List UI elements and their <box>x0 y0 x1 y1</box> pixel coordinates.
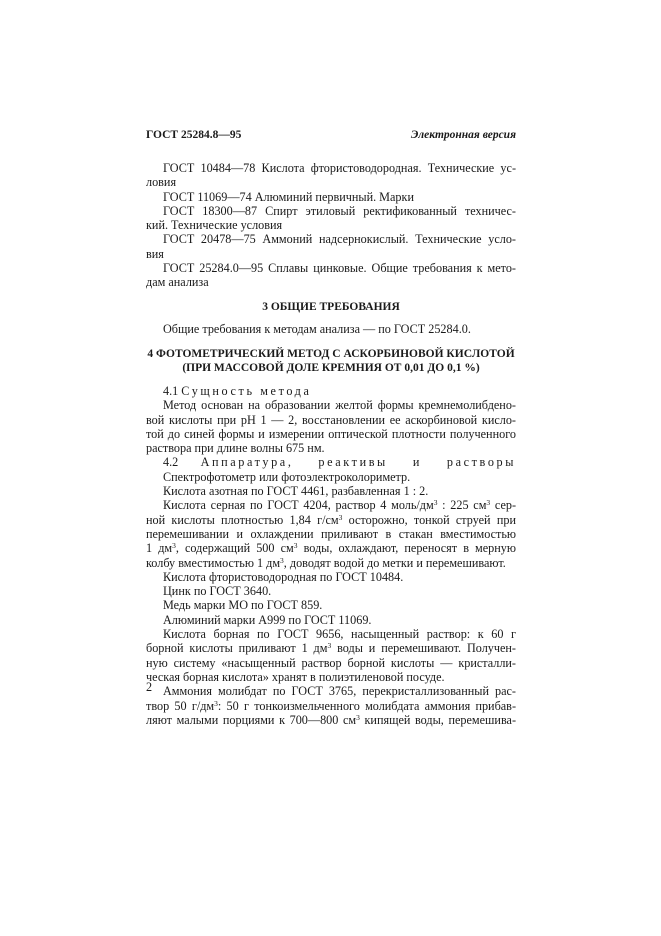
document-page <box>146 128 516 727</box>
paragraph-line: вой кислоты при pH 1 — 2, восстановлении ее аскорбиновой кисло- <box>146 412 516 427</box>
section-4-heading <box>146 347 516 375</box>
item-molybdate-line: твор 50 $г/дм^3$: 50 г тонкоизмельченного молибдата аммония прибав- <box>146 698 517 713</box>
paragraph-line: Метод основан на образовании желтой формы кремнемолибдено- <box>163 398 516 413</box>
item-boric-acid-line: борной кислоты приливают 1 $дм^3$ воды и перемешивают. Получен- <box>146 641 516 656</box>
item-molybdate-line: ляют малыми порциями к 700—800 $см^3$ кипящей воды, перемешива- <box>146 712 517 727</box>
section-3-text: Общие требования к методам анализа — по ГОСТ 25284.0. <box>163 321 471 336</box>
header-version: Электронная версия <box>410 129 516 141</box>
item-spectrophotometer: Спектрофотометр или фотоэлектроколориметр. <box>163 469 411 484</box>
ref-line: ГОСТ 10484—78 Кислота фтористоводородная. Технические ус- <box>163 161 516 175</box>
paragraph-line: той до синей формы и измерении оптической плотности полученного <box>146 426 516 441</box>
item-nitric-acid: Кислота азотная по ГОСТ 4461, разбавленная 1 : 2. <box>163 484 429 499</box>
section-4-heading-line2: (ПРИ МАССОВОЙ ДОЛЕ КРЕМНИЯ ОТ 0,01 ДО 0,1 %) <box>182 361 480 374</box>
ref-line: вия <box>146 246 164 261</box>
ref-line: ГОСТ 20478—75 Аммоний надсернокислый. Технические усло- <box>163 232 516 247</box>
page-number: 2 <box>146 680 153 694</box>
references-list <box>146 161 516 290</box>
ref-line: ГОСТ 11069—74 Алюминий первичный. Марки <box>163 189 414 204</box>
ref-line: ГОСТ 25284.0—95 Сплавы цинковые. Общие требования к мето- <box>163 261 516 276</box>
header-standard-id: ГОСТ 25284.8—95 <box>146 129 242 141</box>
item-zinc: Цинк по ГОСТ 3640. <box>163 584 272 599</box>
item-sulfuric-acid-line: колбу вместимостью 1 $дм^3$, доводят водой до метки и перемешивают. <box>146 555 506 570</box>
subsection-4-2-title: 4.2 Аппаратура, реактивы и растворы <box>163 455 516 470</box>
paragraph-line: раствора при длине волны 675 нм. <box>146 441 325 456</box>
item-hydrofluoric-acid: Кислота фтористоводородная по ГОСТ 10484. <box>163 569 404 584</box>
item-boric-acid-line: ческая борная кислота» хранят в полиэтиленовой посуде. <box>146 669 445 684</box>
item-copper: Медь марки МО по ГОСТ 859. <box>163 598 323 613</box>
item-aluminium: Алюминий марки А999 по ГОСТ 11069. <box>163 612 372 627</box>
section-4-heading-line1: 4 ФОТОМЕТРИЧЕСКИЙ МЕТОД С АСКОРБИНОВОЙ КИСЛОТОЙ <box>147 347 515 360</box>
item-boric-acid-line: Кислота борная по ГОСТ 9656, насыщенный раствор: к 60 г <box>163 627 516 642</box>
ref-line: дам анализа <box>146 275 209 290</box>
item-sulfuric-acid-line: ной кислоты плотностью 1,84 $г/см^3$ осторожно, тонкой струей при <box>146 512 516 527</box>
item-molybdate-line: Аммония молибдат по ГОСТ 3765, перекристаллизованный рас- <box>163 684 516 699</box>
item-sulfuric-acid-line: Кислота серная по ГОСТ 4204, раствор 4 моль/$дм^3$ : 225 $см^3$ сер- <box>163 498 517 513</box>
item-boric-acid-line: ную систему «насыщенный раствор борной кислоты — кристалли- <box>146 655 516 670</box>
item-sulfuric-acid-line: перемешивании и охлаждении приливают в стакан вместимостью <box>146 526 516 541</box>
item-sulfuric-acid-line: 1 $дм^3$, содержащий 500 $см^3$ воды, охлаждают, переносят в мерную <box>146 541 516 556</box>
section-3-heading: 3 ОБЩИЕ ТРЕБОВАНИЯ <box>262 300 400 313</box>
running-header <box>146 128 516 142</box>
subsection-4-1-title: 4.1 Сущность метода <box>163 383 312 398</box>
ref-line: кий. Технические условия <box>146 218 283 233</box>
ref-line: ГОСТ 18300—87 Спирт этиловый ректификованный техничес- <box>163 203 516 218</box>
ref-line: ловия <box>146 175 177 190</box>
